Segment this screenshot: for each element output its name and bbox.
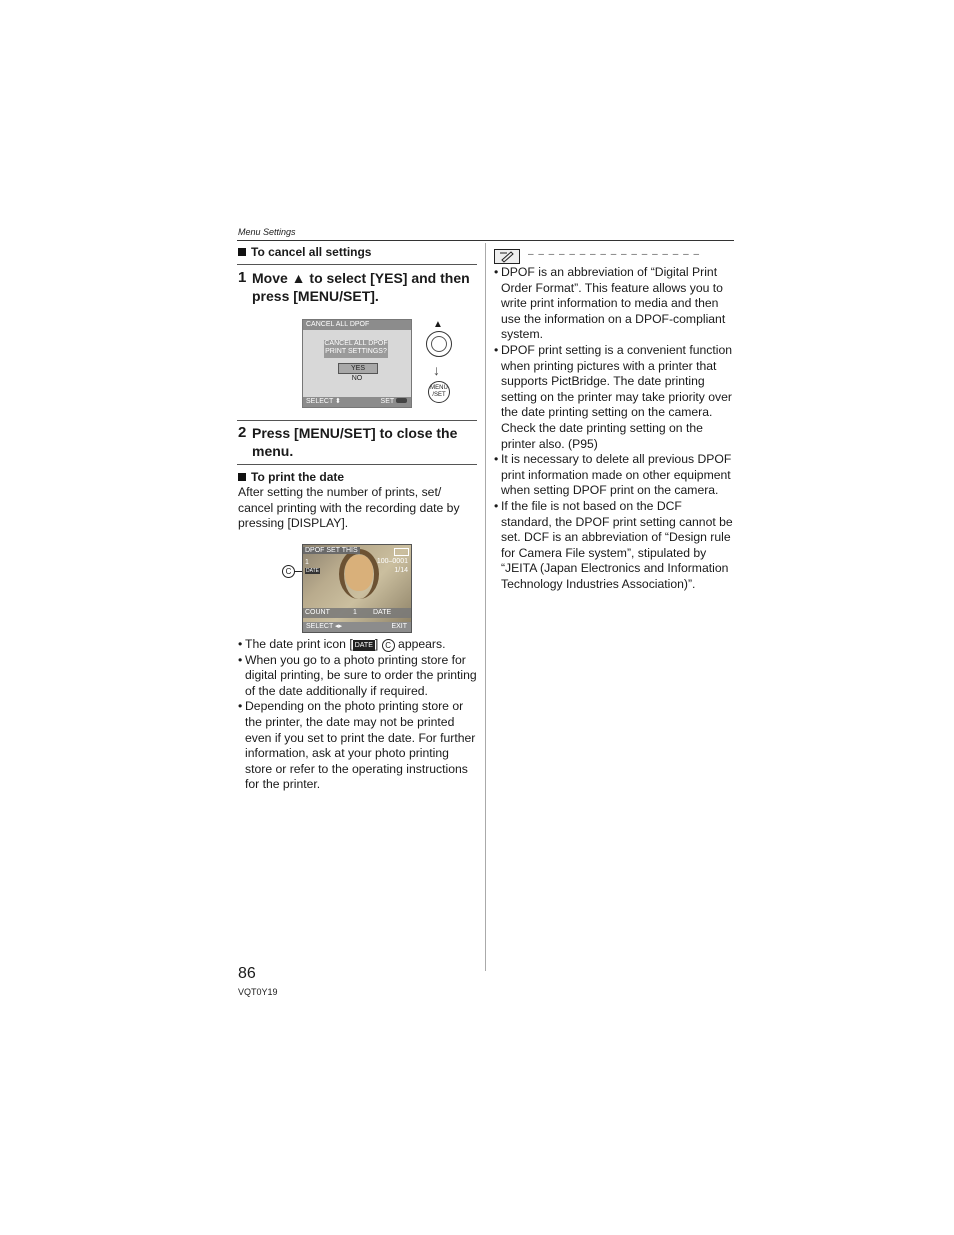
count-bar: COUNT 1 DATE [303,608,411,618]
print-date-heading: To print the date [238,470,344,484]
cancel-settings-heading: To cancel all settings [238,245,371,259]
step-text: Move ▲ to select [YES] and then press [MENU/SET]. [252,270,470,304]
step-number: 1 [238,269,247,286]
dpof-notes-list [494,265,734,592]
screen-title: CANCEL ALL DPOF [303,320,411,330]
screen-title: DPOF SET THIS [305,547,358,554]
menu-button-icon [396,398,407,403]
list-item: • The date print icon [ DATE ] C appears. [238,637,479,653]
yes-option: YES [338,363,378,374]
list-item: • When you go to a photo printing store for digital printing, be sure to order the printing of the date additionally if required. [238,653,479,700]
no-option: NO [351,375,363,382]
confirm-question: CANCEL ALL DPOF PRINT SETTINGS? [324,340,388,358]
step-2 [238,424,478,460]
callout-c-icon: C [382,639,395,652]
document-code: VQT0Y19 [238,987,278,997]
battery-icon [394,548,409,556]
step-number: 2 [238,424,247,441]
section-rule [237,420,477,421]
portrait-hair [339,549,379,599]
screen-footer: SELECT ⬍ SET [303,397,411,407]
menu-set-button-icon: MENU /SET [428,381,450,403]
page-number: 86 [238,965,256,982]
dpof-photo-screen [302,544,412,633]
list-item: • DPOF print setting is a convenient function when printing pictures with a printer that supports PictBridge. The date printing setting on the printer may take priority over the date printing setting on the camera. Check the date printing setting on the printer also. (P95) [494,343,734,452]
square-bullet-icon [238,473,246,481]
down-arrow-icon: ↓ [433,362,440,378]
date-icon: DATE [354,642,373,649]
screen-footer: SELECT ◂▸ EXIT [303,622,411,632]
date-print-icon: DATE [306,568,319,574]
left-right-icon: ◂▸ [333,623,343,630]
file-number: 100–0001 [376,558,408,565]
list-item: • Depending on the photo printing store or the printer, the date may not be printed even if you set to print the date. For further information, ask at your photo printing store or refer to the operating instructions for the printer. [238,699,479,793]
note-icon [494,249,520,264]
square-bullet-icon [238,248,246,256]
step-text: Press [MENU/SET] to close the menu. [252,425,458,459]
date-notes-list [238,637,479,793]
print-count-label: 1 [305,559,309,566]
section-label: Menu Settings [238,227,296,237]
section-rule [237,464,477,465]
note-divider: – – – – – – – – – – – – – – – – – [528,249,700,260]
cursor-button-icon [426,331,452,357]
column-divider [485,243,486,971]
header-rule [237,240,734,241]
callout-c: C [282,565,295,578]
up-arrow-icon: ▲ [433,319,443,330]
frame-counter: 1/14 [394,567,408,574]
cancel-dpof-screen [302,319,412,408]
up-down-icon: ⬍ [333,398,341,405]
date-paragraph: After setting the number of prints, set/ cancel printing with the recording date by pressing [DISPLAY]. [238,485,460,531]
list-item: • DPOF is an abbreviation of “Digital Print Order Format”. This feature allows you to write print information to media and then use the information on a DPOF-compliant system. [494,265,734,343]
list-item: • It is necessary to delete all previous DPOF print information made on other equipment when setting DPOF print on the camera. [494,452,734,499]
step-1 [238,269,478,305]
section-rule [237,264,477,265]
list-item: • If the file is not based on the DCF standard, the DPOF print setting cannot be set. DCF is an abbreviation of “Design rule for Camera File system”, stipulated by “JEITA (Japan Electronics and Information Technology Industries Association)”. [494,499,734,593]
